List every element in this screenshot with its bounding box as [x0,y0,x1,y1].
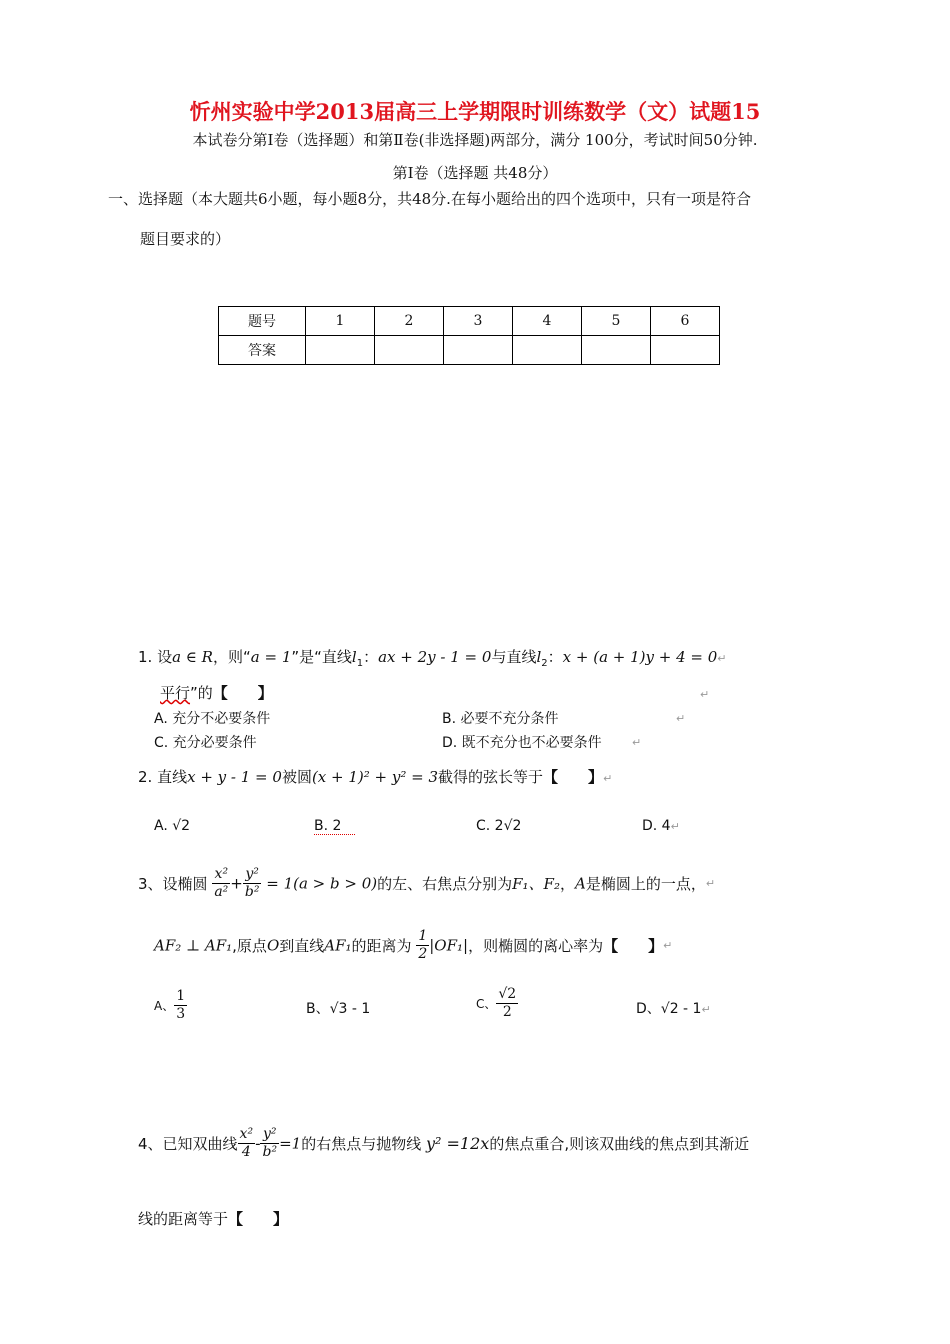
q4-fraction [260,1126,279,1161]
q1-math: l [351,648,357,666]
table-header-number: 题号 [219,307,306,336]
table-cell-number: 5 [582,307,651,336]
return-mark: ↵ [717,652,727,665]
q3-fraction [243,866,262,901]
q3-option-c [476,986,518,1021]
q3-option-d [636,998,711,1018]
q3-text: ，则椭圆的离心率为 [468,937,604,955]
section-instructions-line2: 题目要求的） [140,230,231,248]
q3-math: AF₂ ⊥ AF₁ [154,936,233,955]
q2-option-b [314,818,355,834]
q3-option-d-text: D、√2 - 1 [636,1001,702,1017]
question-4-line1 [138,1126,749,1161]
q1-math: ax + 2y - 1 = 0 [378,648,492,666]
q3-option-a-fraction [174,988,187,1023]
q3-math: F₁、F₂ [512,875,560,893]
q3-math: = 1(a > b > 0) [266,874,378,893]
table-cell-number: 6 [651,307,720,336]
question-3-line2 [154,928,672,963]
q3-math: O [266,936,280,955]
answer-table [218,306,720,365]
q4-text: 的焦点重合,则该双曲线的焦点到其渐近 [489,1135,750,1153]
fraction-numerator: 1 [418,928,428,944]
q1-math: a = 1 [250,648,292,666]
q1-text: ： [363,648,379,666]
page-title: 忻州实验中学2013届高三上学期限时训练数学（文）试题15 [189,99,761,124]
fraction-numerator: √2 [498,986,517,1002]
q3-math: AF₁ [324,936,352,955]
question-3-line1 [138,866,715,901]
return-mark: ↵ [603,772,613,785]
q2-text: 截得的弦长等于 [438,768,544,786]
fraction-denominator: b² [244,884,260,900]
q2-math: x + y - 1 = 0 [187,768,282,786]
answer-bracket: 【 】 [212,684,273,702]
question-1-line1 [138,646,727,669]
q3-text: 是椭圆上的一点， [585,875,706,893]
q1-math: l [536,648,542,666]
q1-subscript: 2 [541,658,548,669]
q3-math: + [230,874,243,893]
return-mark: ↵ [663,939,673,952]
q4-text: 的右焦点与抛物线 [301,1135,422,1153]
answer-bracket: 【 】 [228,1210,289,1228]
return-mark: ↵ [676,712,686,725]
fraction-numerator: y² [260,1126,279,1144]
fraction-numerator: 1 [176,988,186,1004]
fraction-denominator: 4 [241,1144,251,1160]
q1-text: ”是“直线 [291,648,352,666]
q3-fraction [212,866,230,901]
q1-subscript: 1 [356,658,364,669]
fraction-denominator: 2 [502,1004,512,1020]
q4-text: 线的距离等于 [138,1210,229,1228]
q3-text: ， [559,875,575,893]
q1-option-a: A. 充分不必要条件 [154,711,271,727]
option-label: A、 [154,999,175,1013]
q2-text: 被圆 [281,768,312,786]
q4-text: 4、已知双曲线 [138,1135,238,1153]
q4-math: =1 [279,1134,302,1153]
table-row [219,307,720,336]
q1-option-b: B. 必要不充分条件 [442,711,559,727]
q1-text: 与直线 [491,648,537,666]
return-mark: ↵ [700,688,710,701]
q2-option-a: A. √2 [154,818,191,834]
question-4-line2 [138,1208,288,1229]
return-mark: ↵ [632,736,642,749]
fraction-denominator: 3 [176,1006,186,1022]
section-instructions-line1: 一、选择题（本大题共6小题，每小题8分，共48分.在每小题给出的四个选项中，只有一项是符合 [108,190,751,208]
fraction-numerator: x² [212,866,230,884]
q3-text: 到直线 [279,937,325,955]
answer-cell[interactable] [582,336,651,365]
answer-cell[interactable] [306,336,375,365]
q1-option-c: C. 充分必要条件 [154,735,257,751]
option-label: C、 [476,997,497,1011]
answer-cell[interactable] [513,336,582,365]
q3-option-c-fraction [496,986,518,1021]
q3-math: |OF₁| [429,936,469,955]
fraction-denominator: 2 [418,946,428,962]
table-cell-number: 1 [306,307,375,336]
fraction-denominator: a² [214,884,229,900]
q2-option-d-text: D. 4 [642,818,671,834]
q2-option-b-text: B. 2 [314,818,355,835]
return-mark: ↵ [670,820,680,833]
q2-text: 2. 直线 [138,768,188,786]
return-mark: ↵ [705,877,716,890]
q4-fraction [238,1126,256,1161]
table-header-answer: 答案 [219,336,306,365]
question-2 [138,766,612,787]
table-row [219,336,720,365]
question-1-line2 [160,682,273,703]
q4-math: y² =12x [425,1134,490,1153]
q3-math: A [575,874,586,893]
q3-text: ,原点 [232,937,267,955]
q3-half-fraction [416,928,429,963]
answer-cell[interactable] [375,336,444,365]
q3-text: 3、设椭圆 [138,875,208,893]
table-cell-number: 3 [444,307,513,336]
answer-bracket: 【 】 [543,768,604,786]
q3-option-b: B、√3 - 1 [306,1001,371,1017]
answer-bracket: 【 】 [603,937,664,955]
q1-math: x + (a + 1)y + 4 = 0 [562,648,718,666]
q1-text: 平行 [160,684,191,702]
table-cell-number: 2 [375,307,444,336]
fraction-numerator: y² [243,866,262,884]
fraction-denominator: b² [262,1144,278,1160]
q1-math: a ∈ R [172,648,213,666]
q1-text: ，则“ [212,648,251,666]
table-cell-number: 4 [513,307,582,336]
q3-text: 的左、右焦点分别为 [377,875,513,893]
q2-option-c: C. 2√2 [476,818,522,834]
fraction-numerator: x² [239,1126,254,1142]
q3-text: 的距离为 [351,937,412,955]
answer-cell[interactable] [651,336,720,365]
answer-cell[interactable] [444,336,513,365]
exam-info: 本试卷分第Ⅰ卷（选择题）和第Ⅱ卷(非选择题)两部分，满分 100分，考试时间50分钟. [192,131,758,149]
part-heading: 第Ⅰ卷（选择题 共48分） [392,164,558,182]
q2-option-d [642,818,680,834]
q1-text: ： [547,648,563,666]
q1-option-d: D. 既不充分也不必要条件 [442,735,602,751]
q2-math: (x + 1)² + y² = 3 [311,768,439,786]
q1-text: 1. 设 [138,648,173,666]
q1-text: ”的 [190,684,213,702]
return-mark: ↵ [701,1003,711,1016]
q4-math: - [255,1134,261,1153]
q3-option-a [154,988,187,1023]
